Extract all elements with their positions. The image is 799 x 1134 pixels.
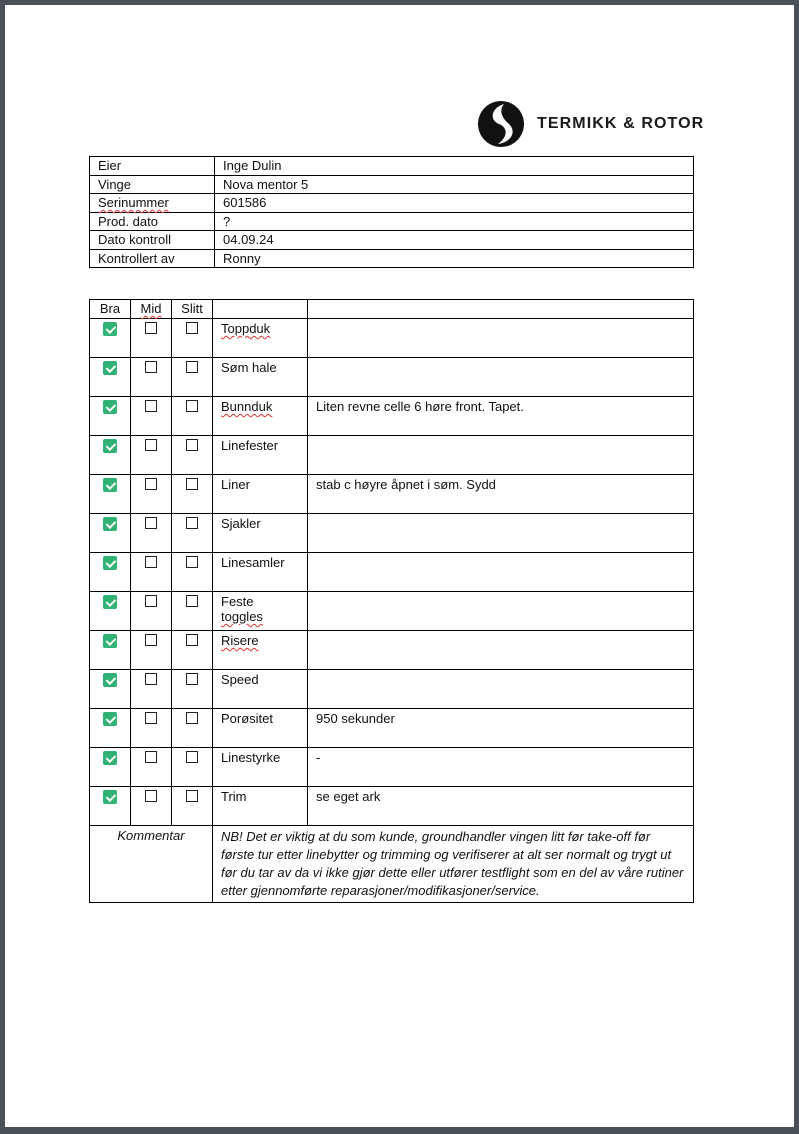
checkbox-cell-slitt bbox=[172, 709, 213, 748]
checkbox-cell-mid bbox=[131, 436, 172, 475]
comment-row bbox=[90, 826, 694, 903]
checkbox-empty-icon[interactable] bbox=[186, 517, 198, 529]
checkbox-cell-bra bbox=[90, 709, 131, 748]
header-slitt: Slitt bbox=[172, 300, 213, 319]
checklist-item-label: Bunnduk bbox=[213, 397, 308, 436]
checklist-row bbox=[90, 514, 694, 553]
info-row bbox=[90, 231, 694, 250]
checklist-row bbox=[90, 475, 694, 514]
checkbox-empty-icon[interactable] bbox=[186, 634, 198, 646]
checklist-row bbox=[90, 787, 694, 826]
checkbox-empty-icon[interactable] bbox=[186, 322, 198, 334]
checklist-item-label: Linefester bbox=[213, 436, 308, 475]
checklist-item-note: 950 sekunder bbox=[308, 709, 694, 748]
checklist-item-note: se eget ark bbox=[308, 787, 694, 826]
checkbox-cell-slitt bbox=[172, 748, 213, 787]
checkbox-checked-icon[interactable] bbox=[103, 673, 117, 687]
checklist-row bbox=[90, 709, 694, 748]
checklist-row bbox=[90, 319, 694, 358]
checkbox-cell-slitt bbox=[172, 787, 213, 826]
checkbox-empty-icon[interactable] bbox=[145, 478, 157, 490]
checklist-item-label: Toppduk bbox=[213, 319, 308, 358]
checkbox-checked-icon[interactable] bbox=[103, 322, 117, 336]
checkbox-cell-mid bbox=[131, 709, 172, 748]
checkbox-checked-icon[interactable] bbox=[103, 751, 117, 765]
checklist-row bbox=[90, 553, 694, 592]
checkbox-cell-bra bbox=[90, 592, 131, 631]
checklist-item-label: Speed bbox=[213, 670, 308, 709]
info-row bbox=[90, 157, 694, 176]
checkbox-cell-mid bbox=[131, 319, 172, 358]
header-note bbox=[308, 300, 694, 319]
checkbox-cell-bra bbox=[90, 748, 131, 787]
header-item bbox=[213, 300, 308, 319]
checkbox-cell-bra bbox=[90, 514, 131, 553]
checkbox-empty-icon[interactable] bbox=[145, 400, 157, 412]
checkbox-cell-bra bbox=[90, 436, 131, 475]
checkbox-cell-bra bbox=[90, 475, 131, 514]
checkbox-checked-icon[interactable] bbox=[103, 361, 117, 375]
checklist-item-label: Sjakler bbox=[213, 514, 308, 553]
checkbox-empty-icon[interactable] bbox=[186, 478, 198, 490]
checkbox-cell-bra bbox=[90, 397, 131, 436]
comment-text: NB! Det er viktig at du som kunde, groundhandler vingen litt før take-off før første tur etter linebytter og trimming og verifiserer at alt ser normalt og trygt ut før du tar av da vi ikke gjør dette eller utfører testflight som en del av våre rutiner etter gjennomførte reparasjoner/modifikasjoner/service. bbox=[213, 826, 694, 903]
checkbox-cell-mid bbox=[131, 358, 172, 397]
checklist-header bbox=[90, 300, 694, 319]
checkbox-empty-icon[interactable] bbox=[145, 751, 157, 763]
checkbox-empty-icon[interactable] bbox=[186, 751, 198, 763]
checkbox-cell-slitt bbox=[172, 397, 213, 436]
checkbox-cell-bra bbox=[90, 787, 131, 826]
comment-label: Kommentar bbox=[90, 826, 213, 903]
checklist-row bbox=[90, 592, 694, 631]
checklist-row bbox=[90, 397, 694, 436]
checkbox-checked-icon[interactable] bbox=[103, 517, 117, 531]
header-mid: Mid bbox=[131, 300, 172, 319]
info-row bbox=[90, 175, 694, 194]
checkbox-empty-icon[interactable] bbox=[186, 400, 198, 412]
checkbox-cell-slitt bbox=[172, 475, 213, 514]
checkbox-checked-icon[interactable] bbox=[103, 478, 117, 492]
checkbox-cell-mid bbox=[131, 592, 172, 631]
checklist-row bbox=[90, 358, 694, 397]
logo-mark-icon bbox=[477, 100, 525, 148]
checklist-item-note bbox=[308, 319, 694, 358]
info-value: Nova mentor 5 bbox=[215, 175, 694, 194]
checkbox-cell-mid bbox=[131, 631, 172, 670]
info-label: Vinge bbox=[90, 175, 215, 194]
checkbox-checked-icon[interactable] bbox=[103, 712, 117, 726]
checklist-item-label: Trim bbox=[213, 787, 308, 826]
info-label: Serinummer bbox=[90, 194, 215, 213]
checkbox-cell-slitt bbox=[172, 436, 213, 475]
checkbox-cell-bra bbox=[90, 553, 131, 592]
checklist-item-label: Linestyrke bbox=[213, 748, 308, 787]
checklist-item-note bbox=[308, 670, 694, 709]
checkbox-empty-icon[interactable] bbox=[186, 673, 198, 685]
checklist-item-label: Liner bbox=[213, 475, 308, 514]
checkbox-empty-icon[interactable] bbox=[145, 517, 157, 529]
info-value: 04.09.24 bbox=[215, 231, 694, 250]
checklist-item-note bbox=[308, 358, 694, 397]
checklist-item-label: Linesamler bbox=[213, 553, 308, 592]
checkbox-checked-icon[interactable] bbox=[103, 595, 117, 609]
checklist-item-note bbox=[308, 553, 694, 592]
info-label: Prod. dato bbox=[90, 212, 215, 231]
checkbox-empty-icon[interactable] bbox=[186, 595, 198, 607]
checkbox-empty-icon[interactable] bbox=[186, 556, 198, 568]
checkbox-checked-icon[interactable] bbox=[103, 439, 117, 453]
checklist-item-label: Porøsitet bbox=[213, 709, 308, 748]
checklist-item-note bbox=[308, 514, 694, 553]
info-label: Dato kontroll bbox=[90, 231, 215, 250]
info-value: 601586 bbox=[215, 194, 694, 213]
checkbox-empty-icon[interactable] bbox=[145, 439, 157, 451]
info-value: Ronny bbox=[215, 249, 694, 268]
checkbox-empty-icon[interactable] bbox=[186, 712, 198, 724]
checkbox-empty-icon[interactable] bbox=[145, 712, 157, 724]
checkbox-cell-bra bbox=[90, 631, 131, 670]
checkbox-cell-slitt bbox=[172, 592, 213, 631]
info-value: ? bbox=[215, 212, 694, 231]
checkbox-cell-mid bbox=[131, 670, 172, 709]
checklist-item-note bbox=[308, 592, 694, 631]
checkbox-cell-slitt bbox=[172, 514, 213, 553]
checkbox-empty-icon[interactable] bbox=[145, 673, 157, 685]
checkbox-checked-icon[interactable] bbox=[103, 400, 117, 414]
checkbox-empty-icon[interactable] bbox=[186, 790, 198, 802]
checklist-item-note bbox=[308, 631, 694, 670]
checkbox-empty-icon[interactable] bbox=[145, 556, 157, 568]
checklist-row bbox=[90, 436, 694, 475]
checkbox-cell-bra bbox=[90, 670, 131, 709]
checkbox-checked-icon[interactable] bbox=[103, 556, 117, 570]
checkbox-cell-slitt bbox=[172, 358, 213, 397]
checkbox-empty-icon[interactable] bbox=[186, 361, 198, 373]
checklist-item-note bbox=[308, 436, 694, 475]
document-page bbox=[5, 5, 794, 1127]
checkbox-checked-icon[interactable] bbox=[103, 634, 117, 648]
info-value: Inge Dulin bbox=[215, 157, 694, 176]
checklist-table bbox=[89, 299, 694, 903]
checkbox-checked-icon[interactable] bbox=[103, 790, 117, 804]
checkbox-cell-mid bbox=[131, 553, 172, 592]
checkbox-empty-icon[interactable] bbox=[145, 322, 157, 334]
checklist-item-label: Søm hale bbox=[213, 358, 308, 397]
brand-logo bbox=[477, 98, 704, 150]
checkbox-cell-mid bbox=[131, 787, 172, 826]
checklist-item-note: Liten revne celle 6 høre front. Tapet. bbox=[308, 397, 694, 436]
info-row bbox=[90, 212, 694, 231]
info-label: Kontrollert av bbox=[90, 249, 215, 268]
checklist-item-note: - bbox=[308, 748, 694, 787]
checklist-row bbox=[90, 748, 694, 787]
checkbox-cell-slitt bbox=[172, 319, 213, 358]
checkbox-empty-icon[interactable] bbox=[145, 790, 157, 802]
header-bra: Bra bbox=[90, 300, 131, 319]
info-table bbox=[89, 156, 694, 268]
checklist-row bbox=[90, 631, 694, 670]
checkbox-cell-mid bbox=[131, 748, 172, 787]
checklist-item-label: Risere bbox=[213, 631, 308, 670]
checkbox-empty-icon[interactable] bbox=[145, 595, 157, 607]
info-row bbox=[90, 194, 694, 213]
checklist-item-note: stab c høyre åpnet i søm. Sydd bbox=[308, 475, 694, 514]
checkbox-cell-slitt bbox=[172, 670, 213, 709]
brand-name: TERMIKK & ROTOR bbox=[537, 115, 705, 132]
checkbox-cell-mid bbox=[131, 397, 172, 436]
checklist-row bbox=[90, 670, 694, 709]
checklist-item-label: Feste toggles bbox=[213, 592, 308, 631]
checkbox-cell-mid bbox=[131, 475, 172, 514]
checkbox-empty-icon[interactable] bbox=[145, 361, 157, 373]
checkbox-cell-bra bbox=[90, 319, 131, 358]
info-label: Eier bbox=[90, 157, 215, 176]
checkbox-empty-icon[interactable] bbox=[186, 439, 198, 451]
checkbox-cell-slitt bbox=[172, 553, 213, 592]
checkbox-empty-icon[interactable] bbox=[145, 634, 157, 646]
checkbox-cell-bra bbox=[90, 358, 131, 397]
checkbox-cell-slitt bbox=[172, 631, 213, 670]
info-row bbox=[90, 249, 694, 268]
checkbox-cell-mid bbox=[131, 514, 172, 553]
